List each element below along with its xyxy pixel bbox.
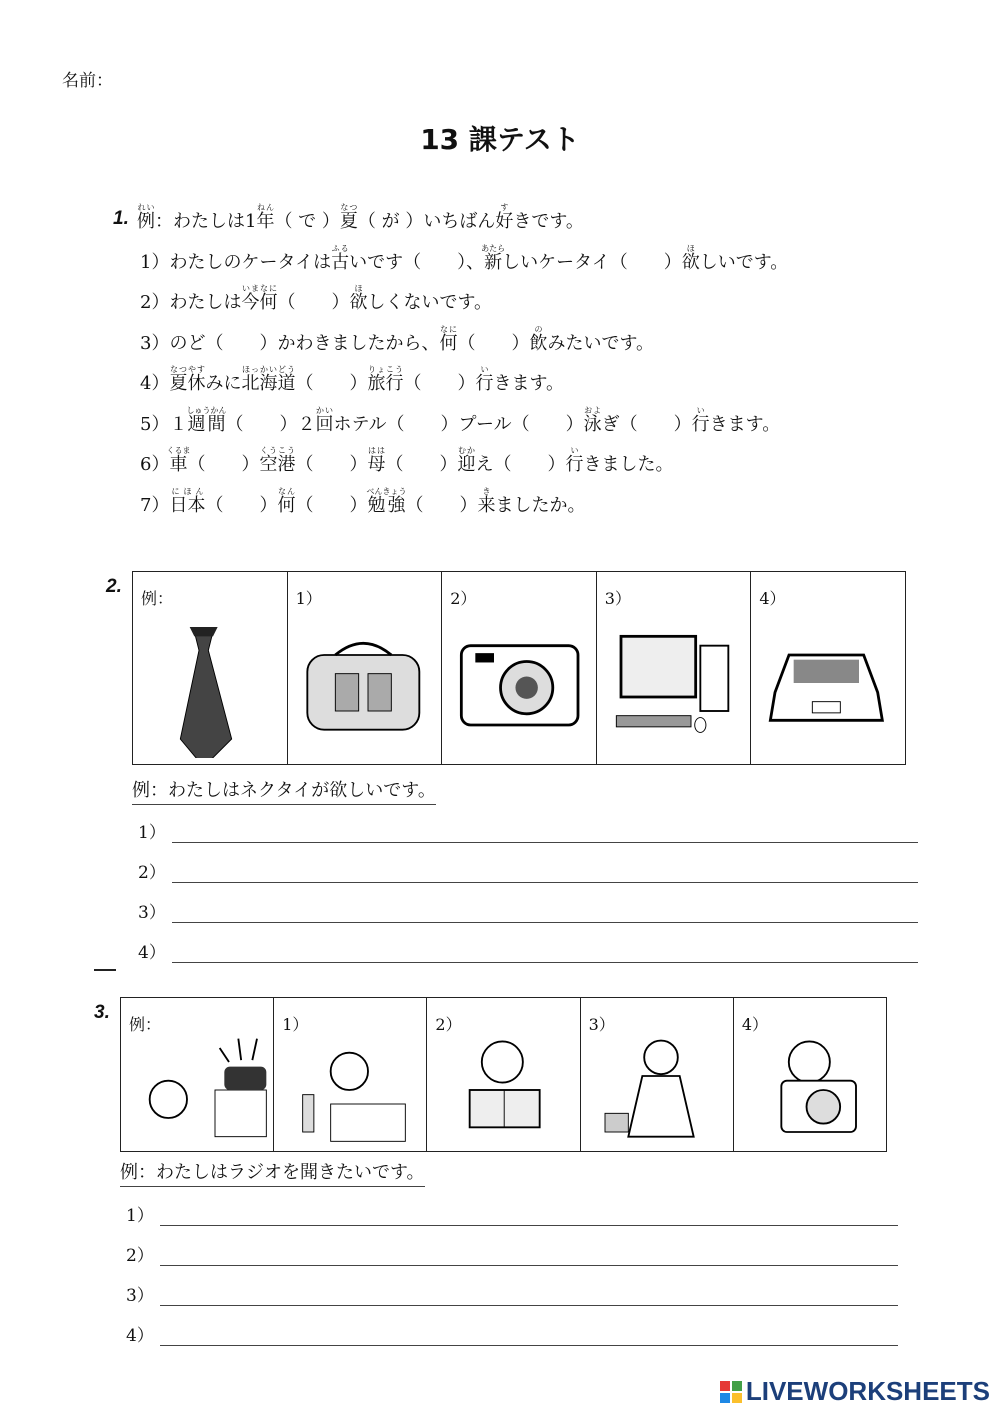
furigana-word: [186, 405, 227, 435]
logo-text: LIVEWORKSHEETS: [745, 1376, 990, 1406]
furigana-word: [241, 365, 296, 394]
text: いです（ ）、: [349, 251, 485, 273]
picture-label: 2）: [450, 589, 477, 608]
furigana-word: [439, 324, 458, 354]
reading: なん: [277, 486, 296, 496]
section-3-example: 例：わたしはラジオを聞きたいです。: [120, 1158, 425, 1187]
text: （ ）: [385, 454, 458, 475]
necktie-icon: [143, 608, 283, 758]
answer-input[interactable]: [160, 1327, 898, 1346]
furigana-word: [315, 405, 334, 435]
kanji: 北海道: [241, 373, 296, 394]
furigana-word: [166, 446, 191, 475]
question-3: [140, 325, 654, 355]
text: きます。: [709, 413, 781, 435]
answer-number: 3）: [138, 903, 166, 923]
furigana-word: [241, 284, 278, 313]
furigana-word: [481, 243, 506, 273]
furigana-word: [169, 365, 206, 394]
kimono-icon: [591, 1034, 731, 1146]
text: みに: [205, 373, 242, 394]
text: え（ ）: [475, 454, 566, 475]
text: しくないです。: [367, 292, 493, 313]
picture-cell: [274, 998, 427, 1151]
section-2-example: 例：わたしはネクタイが欲しいです。: [132, 776, 436, 805]
text: 6）: [140, 454, 170, 475]
reading: りょこう: [367, 365, 404, 374]
text: （ ）: [205, 494, 278, 516]
text: ましたか。: [495, 494, 586, 516]
computer-icon: [607, 608, 747, 758]
answer-number: 1）: [126, 1206, 154, 1226]
picture-label: 3）: [604, 589, 631, 608]
kanji: 何: [277, 494, 296, 516]
reading: はは: [367, 446, 386, 455]
answer-input[interactable]: [160, 1287, 898, 1306]
furigana-word: [367, 365, 404, 394]
kanji: 古: [331, 251, 350, 273]
question-2: [140, 284, 492, 314]
reading: い: [565, 446, 584, 455]
furigana-word: [565, 446, 584, 475]
kanji: 車: [166, 454, 191, 475]
answer-input[interactable]: [160, 1207, 898, 1226]
furigana-word: [277, 486, 296, 516]
divider: [94, 969, 116, 971]
furigana-word: [339, 203, 358, 232]
reading: なに: [439, 324, 458, 334]
kanji: 例: [137, 211, 155, 232]
text: みたいです。: [547, 332, 655, 354]
section-2-number: 2.: [106, 576, 122, 597]
text: ホテル（ ）プール（ ）: [333, 413, 584, 435]
picture-label: 例：: [129, 1015, 162, 1034]
text: （ ）: [295, 494, 368, 516]
reading: むか: [457, 446, 476, 455]
section-2-pictures: [132, 571, 906, 765]
radio-icon: [131, 1034, 271, 1146]
text: 7）: [140, 494, 170, 516]
camera-icon: [452, 608, 592, 758]
reading: ふる: [331, 243, 350, 253]
answer-input[interactable]: [172, 864, 918, 883]
furigana-word: [691, 405, 710, 435]
kanji: 週間: [186, 413, 227, 435]
kanji: 日本: [169, 494, 206, 516]
example-sentence: [137, 203, 584, 233]
text: （ ）: [405, 494, 478, 516]
furigana-word: [256, 203, 275, 232]
reading: ほ: [681, 243, 700, 253]
picture-cell: [121, 998, 274, 1151]
text: しいです。: [699, 251, 789, 273]
answer-input[interactable]: [160, 1247, 898, 1266]
text: 5）１: [140, 413, 188, 435]
reading: しゅうかん: [186, 405, 227, 415]
text: 2）わたしは: [140, 292, 242, 313]
kanji: 旅行: [367, 373, 404, 394]
text: きです。: [513, 211, 584, 232]
answer-line[interactable]: [138, 898, 918, 923]
furigana-word: [367, 446, 386, 475]
reading: す: [495, 203, 514, 212]
text: （ ）: [277, 292, 350, 313]
answer-line[interactable]: [138, 818, 918, 843]
furigana-word: [259, 446, 296, 475]
kanji: 好: [495, 211, 514, 232]
answer-line[interactable]: [126, 1321, 898, 1346]
kanji: 来: [477, 494, 496, 516]
kanji: 欲: [349, 292, 368, 313]
picture-cell: [597, 572, 752, 764]
picture-cell: [442, 572, 597, 764]
picture-label: 4）: [759, 589, 786, 608]
answer-number: 2）: [126, 1246, 154, 1266]
answer-input[interactable]: [172, 944, 918, 963]
liveworksheets-logo: [720, 1376, 990, 1407]
kanji: 年: [256, 211, 275, 232]
question-6: [140, 446, 673, 476]
text: しいケータイ（ ）: [502, 251, 682, 273]
reading: くうこう: [259, 446, 296, 455]
kanji: 今何: [241, 292, 278, 313]
text: ：わたしは1: [155, 211, 257, 232]
kanji: 新: [481, 251, 506, 273]
picture-label: 1）: [295, 589, 322, 608]
reading: ほっかいどう: [241, 365, 296, 374]
answer-input[interactable]: [172, 904, 918, 923]
car-icon: [761, 608, 901, 758]
question-1: [140, 244, 788, 274]
answer-number: 4）: [138, 943, 166, 963]
reading: き: [477, 486, 496, 496]
kanji: 何: [439, 332, 458, 354]
kanji: 行: [691, 413, 710, 435]
text: ぎ（ ）: [601, 413, 692, 435]
kanji: 欲: [681, 251, 700, 273]
furigana-word: [477, 486, 496, 516]
section-3-number: 3.: [94, 1002, 110, 1023]
furigana-word: [681, 243, 700, 273]
reading: いまなに: [241, 284, 278, 293]
furigana-word: [349, 284, 368, 313]
kanji: 夏休: [169, 373, 206, 394]
reading: ほ: [349, 284, 368, 293]
reading: ねん: [256, 203, 275, 212]
reading: あたら: [481, 243, 506, 253]
text: 1）わたしのケータイは: [140, 251, 332, 273]
answer-number: 4）: [126, 1326, 154, 1346]
kanji: 飲: [529, 332, 548, 354]
name-label: 名前：: [62, 71, 113, 91]
answer-line[interactable]: [126, 1281, 898, 1306]
answer-line[interactable]: [138, 938, 918, 963]
kanji: 泳: [583, 413, 602, 435]
reading: くるま: [166, 446, 191, 455]
text: きます。: [493, 373, 565, 394]
furigana-word: [331, 243, 350, 273]
picture-cell: [288, 572, 443, 764]
reading: なつやす: [169, 365, 206, 374]
text: （ ）: [403, 373, 476, 394]
kanji: 母: [367, 454, 386, 475]
furigana-word: [137, 203, 155, 232]
picture-cell: [427, 998, 580, 1151]
question-7: [140, 487, 585, 517]
text: 4）: [140, 373, 170, 394]
answer-number: 3）: [126, 1286, 154, 1306]
kanji: 回: [315, 413, 334, 435]
furigana-word: [475, 365, 494, 394]
answer-line[interactable]: [126, 1201, 898, 1226]
reading-icon: [437, 1034, 577, 1146]
question-4: [140, 365, 564, 395]
logo-squares-icon: [720, 1381, 742, 1403]
picture-label: 2）: [435, 1015, 462, 1034]
furigana-word: [495, 203, 514, 232]
text: きました。: [583, 454, 674, 475]
reading: にほん: [169, 486, 206, 496]
reading: い: [691, 405, 710, 415]
drinking-icon: [284, 1034, 424, 1146]
picture-cell: [751, 572, 905, 764]
furigana-word: [366, 486, 407, 516]
answer-line[interactable]: [126, 1241, 898, 1266]
reading: およ: [583, 405, 602, 415]
reading: なつ: [339, 203, 358, 212]
text: （ ）２: [225, 413, 316, 435]
picture-label: 例：: [141, 589, 174, 608]
photo-icon: [744, 1034, 884, 1146]
kanji: 行: [475, 373, 494, 394]
text: 3）のど（ ）かわきましたから、: [140, 332, 440, 354]
text: （ ）: [187, 454, 260, 475]
answer-number: 1）: [138, 823, 166, 843]
answer-input[interactable]: [172, 824, 918, 843]
answer-line[interactable]: [138, 858, 918, 883]
text: （ ）: [295, 454, 368, 475]
reading: かい: [315, 405, 334, 415]
picture-cell: [734, 998, 886, 1151]
picture-cell: [581, 998, 734, 1151]
picture-label: 4）: [741, 1015, 768, 1034]
text: （ で ）: [274, 211, 340, 232]
answer-number: 2）: [138, 863, 166, 883]
picture-cell: [133, 572, 288, 764]
reading: べんきょう: [366, 486, 407, 496]
kanji: 空港: [259, 454, 296, 475]
question-5: [140, 406, 780, 436]
furigana-word: [169, 486, 206, 516]
text: （ ）: [457, 332, 530, 354]
kanji: 行: [565, 454, 584, 475]
section-1-number: 1.: [113, 208, 129, 229]
reading: れい: [137, 203, 155, 212]
furigana-word: [583, 405, 602, 435]
reading: い: [475, 365, 494, 374]
kanji: 勉強: [366, 494, 407, 516]
kanji: 夏: [339, 211, 358, 232]
furigana-word: [529, 324, 548, 354]
text: （ が ）いちばん: [357, 211, 496, 232]
text: （ ）: [295, 373, 368, 394]
reading: の: [529, 324, 548, 334]
kanji: 迎: [457, 454, 476, 475]
bag-icon: [298, 608, 438, 758]
page-title: 13 課テスト: [420, 123, 580, 156]
picture-label: 1）: [282, 1015, 309, 1034]
furigana-word: [457, 446, 476, 475]
picture-label: 3）: [588, 1015, 615, 1034]
section-3-pictures: [120, 997, 887, 1152]
